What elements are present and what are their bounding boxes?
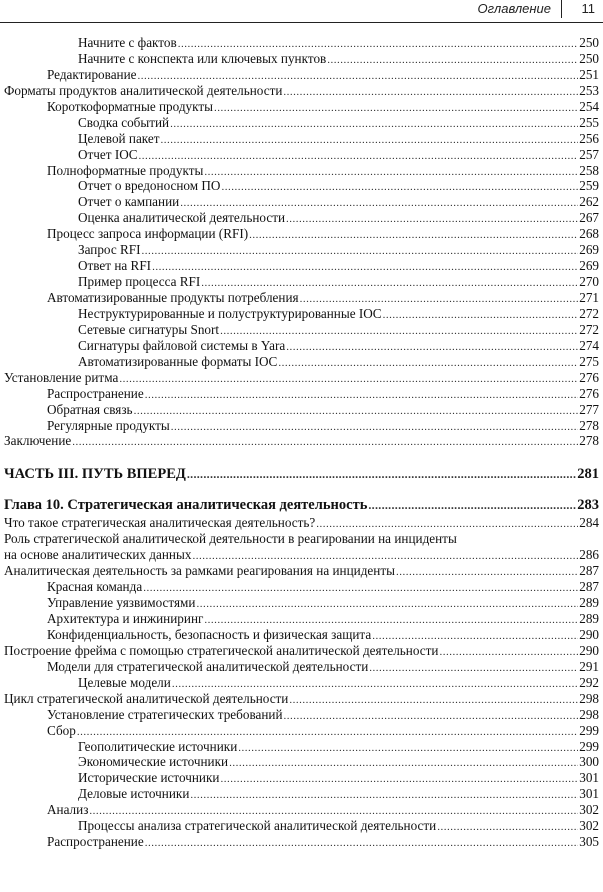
toc-entry[interactable]: [0, 83, 603, 99]
toc-leader: [283, 85, 578, 101]
toc-entry-title: Полноформатные продукты: [47, 162, 204, 178]
toc-entry[interactable]: [0, 163, 603, 179]
toc-chapter-title: Глава 10. Стратегическая аналитическая деятельность: [4, 497, 368, 514]
toc-entry-title: Сводка событий: [78, 114, 170, 130]
toc-entry-page: 305: [579, 834, 599, 850]
toc-entry-page: 271: [579, 290, 599, 305]
toc-entry[interactable]: [0, 354, 603, 370]
toc-entry-page: 255: [579, 114, 599, 130]
toc-entry[interactable]: [0, 290, 603, 306]
header-page-number: 11: [581, 1, 595, 16]
toc-entry-page: 276: [579, 369, 599, 385]
header-title: Оглавление: [477, 1, 551, 16]
toc-leader: [187, 465, 576, 483]
toc-leader: [286, 340, 578, 356]
toc-entry-title: Автоматизированные продукты потребления: [47, 290, 299, 305]
toc-entry[interactable]: [0, 35, 603, 51]
toc-entry-title: Целевые модели: [78, 674, 171, 690]
toc-leader: [145, 388, 579, 404]
toc-entry[interactable]: [0, 627, 603, 643]
toc-entry-title: Цикл стратегической аналитической деятельности: [4, 690, 289, 706]
toc-entry-page: 274: [579, 337, 599, 353]
toc-entry-title: Процесс запроса информации (RFI): [47, 226, 249, 242]
toc-leader: [278, 356, 578, 372]
toc-entry-title: Распространение: [47, 385, 144, 401]
toc-entry[interactable]: [0, 643, 603, 659]
header-separator: [561, 0, 562, 18]
toc-entry-title: Процессы анализа стратегической аналитической деятельности: [78, 818, 437, 834]
toc-leader: [190, 788, 578, 804]
toc-entry[interactable]: [0, 99, 603, 115]
toc-leader: [289, 693, 578, 709]
toc-entry-title: Сигнатуры файловой системы в Yara: [78, 337, 286, 353]
toc-leader: [396, 565, 578, 581]
toc-entry-page: 259: [579, 178, 599, 194]
toc-entry-title: Пример процесса RFI: [78, 274, 201, 290]
toc-entry[interactable]: [0, 226, 603, 242]
toc-entry-title: Запрос RFI: [78, 242, 141, 258]
toc-entry[interactable]: [0, 402, 603, 418]
toc-entry-page: 290: [579, 642, 599, 658]
toc-entry[interactable]: [0, 723, 603, 739]
toc-leader: [369, 661, 578, 677]
toc-leader: [134, 404, 579, 420]
toc-entry[interactable]: [0, 67, 603, 83]
toc-entry-page: 289: [579, 611, 599, 626]
toc-entry-title: Регулярные продукты: [47, 417, 170, 433]
toc-entry-page: 278: [579, 433, 599, 449]
toc-leader: [220, 772, 578, 788]
toc-chapter-10[interactable]: [0, 496, 603, 514]
toc-entry[interactable]: [0, 322, 603, 338]
toc-entry[interactable]: [0, 131, 603, 147]
toc-entry-page: 299: [579, 722, 599, 738]
toc-entry-title: Управление уязвимостями: [47, 595, 196, 611]
toc-leader: [437, 820, 578, 836]
toc-entry-title: Оценка аналитической деятельности: [78, 210, 286, 226]
toc-entry-page: 256: [579, 130, 599, 146]
toc-leader: [238, 741, 578, 757]
toc-leader: [142, 244, 579, 260]
toc-entry-title: Начните с конспекта или ключевых пунктов: [78, 50, 327, 66]
toc-leader: [161, 133, 579, 149]
toc-entry-page: 257: [579, 146, 599, 162]
toc-entry-page: 276: [579, 385, 599, 401]
toc-leader: [214, 101, 578, 117]
toc-entry[interactable]: [0, 274, 603, 290]
toc-entry-page: 287: [579, 579, 599, 595]
toc-entry-title: Заключение: [4, 433, 72, 449]
toc-entry[interactable]: [0, 515, 603, 531]
toc-entry-page: 302: [579, 802, 599, 818]
toc-leader: [229, 756, 578, 772]
toc-entry-title: Неструктурированные и полуструктурированные IOC: [78, 305, 382, 321]
toc-entry-title: Деловые источники: [78, 786, 190, 802]
toc-leader: [171, 420, 578, 436]
toc-entry-title: Роль стратегической аналитической деятельности в реагировании на инциденты: [4, 531, 457, 547]
toc-leader: [368, 496, 576, 514]
toc-entry[interactable]: [0, 194, 603, 210]
toc-entry[interactable]: [0, 659, 603, 675]
toc-leader: [170, 117, 578, 133]
toc-leader: [119, 372, 578, 388]
toc-entry-page: 275: [579, 353, 599, 369]
toc-entry[interactable]: [0, 242, 603, 258]
toc-entry[interactable]: [0, 770, 603, 786]
toc-entry[interactable]: [0, 386, 603, 402]
toc-entry-page: 278: [579, 417, 599, 433]
toc-entry-title: Автоматизированные форматы IOC: [78, 353, 278, 369]
toc-entry-page: 270: [579, 274, 599, 290]
toc-section-chapter-10: [0, 515, 603, 850]
toc-entry[interactable]: [0, 834, 603, 850]
toc-entry-page: 250: [579, 50, 599, 66]
page-header: [0, 0, 603, 23]
toc-entry-page: 250: [579, 35, 599, 50]
toc-chapter-page: 283: [577, 497, 599, 514]
toc-entry-page: 284: [579, 515, 599, 531]
toc-entry[interactable]: [0, 418, 603, 434]
toc-entry[interactable]: [0, 258, 603, 274]
toc-leader: [249, 228, 578, 244]
toc-leader: [204, 165, 578, 181]
toc-entry[interactable]: [0, 739, 603, 755]
toc-entry-page: 292: [579, 674, 599, 690]
toc-part-page: 281: [577, 466, 599, 483]
toc-entry-page: 286: [579, 547, 599, 563]
toc-entry-title: Обратная связь: [47, 401, 133, 417]
toc-entry-page: 299: [579, 738, 599, 754]
toc-entry[interactable]: [0, 370, 603, 386]
toc-leader: [286, 212, 578, 228]
toc-entry-page: 262: [579, 194, 599, 210]
toc-leader: [196, 597, 578, 613]
toc-entry-title: Архитектура и инжиниринг: [47, 611, 204, 626]
toc-entry-title: Отчет IOC: [78, 146, 138, 162]
toc-entry[interactable]: [0, 531, 603, 547]
toc-entry-title: Ответ на RFI: [78, 258, 152, 274]
toc-leader: [383, 308, 579, 324]
toc-leader: [72, 435, 578, 451]
toc-entry-title: Исторические источники: [78, 770, 220, 786]
toc-entry[interactable]: [0, 754, 603, 770]
toc-entry-page: 301: [579, 770, 599, 786]
toc-part-3[interactable]: [0, 465, 603, 483]
toc-entry-title: Красная команда: [47, 579, 143, 595]
toc-leader: [284, 709, 579, 725]
toc-leader: [139, 149, 579, 165]
toc-entry-page: 272: [579, 305, 599, 321]
toc-entry-page: 254: [579, 98, 599, 114]
toc-entry[interactable]: [0, 579, 603, 595]
toc-entry-page: 251: [579, 66, 599, 82]
toc-entry-page: 289: [579, 595, 599, 611]
toc-entry-page: 298: [579, 706, 599, 722]
toc-entry-page: 298: [579, 690, 599, 706]
toc-entry-page: 291: [579, 658, 599, 674]
toc-entry-page: 267: [579, 210, 599, 226]
toc-entry-page: 268: [579, 226, 599, 242]
toc-entry-title: Установление стратегических требований: [47, 706, 283, 722]
toc-entry[interactable]: [0, 786, 603, 802]
toc-entry-title: Геополитические источники: [78, 738, 238, 754]
toc-entry-title: Короткоформатные продукты: [47, 98, 213, 114]
toc-entry[interactable]: [0, 802, 603, 818]
toc-entry[interactable]: [0, 51, 603, 67]
toc-entry-title: Сетевые сигнатуры Snort: [78, 321, 220, 337]
toc-entry[interactable]: [0, 115, 603, 131]
toc-entry-title: Аналитическая деятельность за рамками реагирования на инциденты: [4, 563, 395, 579]
toc-entry-page: 301: [579, 786, 599, 802]
toc-entry-title: Построение фрейма с помощью стратегической аналитической деятельности: [4, 642, 439, 658]
toc-leader: [221, 180, 578, 196]
toc-entry[interactable]: [0, 338, 603, 354]
toc-entry-title: Сбор: [47, 722, 76, 738]
toc-entry-title: Отчет о вредоносном ПО: [78, 178, 221, 194]
toc-entry-title: на основе аналитических данных: [4, 547, 192, 563]
toc-entry[interactable]: [0, 547, 603, 563]
toc-section-chapter-9: [0, 35, 603, 449]
toc-entry[interactable]: [0, 433, 603, 449]
toc-leader: [439, 645, 578, 661]
toc-entry-title: Распространение: [47, 834, 144, 850]
toc-entry-page: 253: [579, 82, 599, 98]
toc-entry-page: 258: [579, 162, 599, 178]
toc-entry-page: 287: [579, 563, 599, 579]
toc-entry-title: Начните с фактов: [78, 35, 177, 50]
toc-entry-page: 300: [579, 754, 599, 770]
toc-entry[interactable]: [0, 611, 603, 627]
toc-leader: [143, 581, 578, 597]
toc-entry-title: Что такое стратегическая аналитическая деятельность?: [4, 515, 316, 531]
toc-entry-page: 302: [579, 818, 599, 834]
toc-leader: [145, 836, 579, 852]
toc-entry[interactable]: [0, 306, 603, 322]
toc-entry-title: Установление ритма: [4, 369, 119, 385]
toc-part-title: ЧАСТЬ III. ПУТЬ ВПЕРЕД: [4, 466, 186, 483]
toc-entry[interactable]: [0, 707, 603, 723]
toc-entry[interactable]: [0, 675, 603, 691]
toc-entry-page: 269: [579, 258, 599, 274]
toc-entry-page: 290: [579, 626, 599, 642]
toc-entry-title: Экономические источники: [78, 754, 229, 770]
toc-entry-page: 272: [579, 321, 599, 337]
toc-entry-title: Форматы продуктов аналитической деятельности: [4, 82, 283, 98]
toc-entry[interactable]: [0, 178, 603, 194]
toc-entry[interactable]: [0, 691, 603, 707]
toc-entry-title: Отчет о кампании: [78, 194, 180, 210]
toc-entry[interactable]: [0, 595, 603, 611]
toc-entry[interactable]: [0, 818, 603, 834]
table-of-contents: [0, 35, 603, 850]
toc-leader: [152, 260, 578, 276]
toc-entry-title: Целевой пакет: [78, 130, 160, 146]
toc-entry[interactable]: [0, 210, 603, 226]
toc-entry-title: Конфиденциальность, безопасность и физическая защита: [47, 626, 372, 642]
toc-entry-page: 277: [579, 401, 599, 417]
toc-entry-page: 269: [579, 242, 599, 258]
toc-leader: [327, 53, 578, 69]
toc-entry-title: Анализ: [47, 802, 89, 818]
toc-entry[interactable]: [0, 147, 603, 163]
toc-entry-title: Редактирование: [47, 66, 137, 82]
toc-entry-title: Модели для стратегической аналитической деятельности: [47, 658, 369, 674]
toc-entry[interactable]: [0, 563, 603, 579]
